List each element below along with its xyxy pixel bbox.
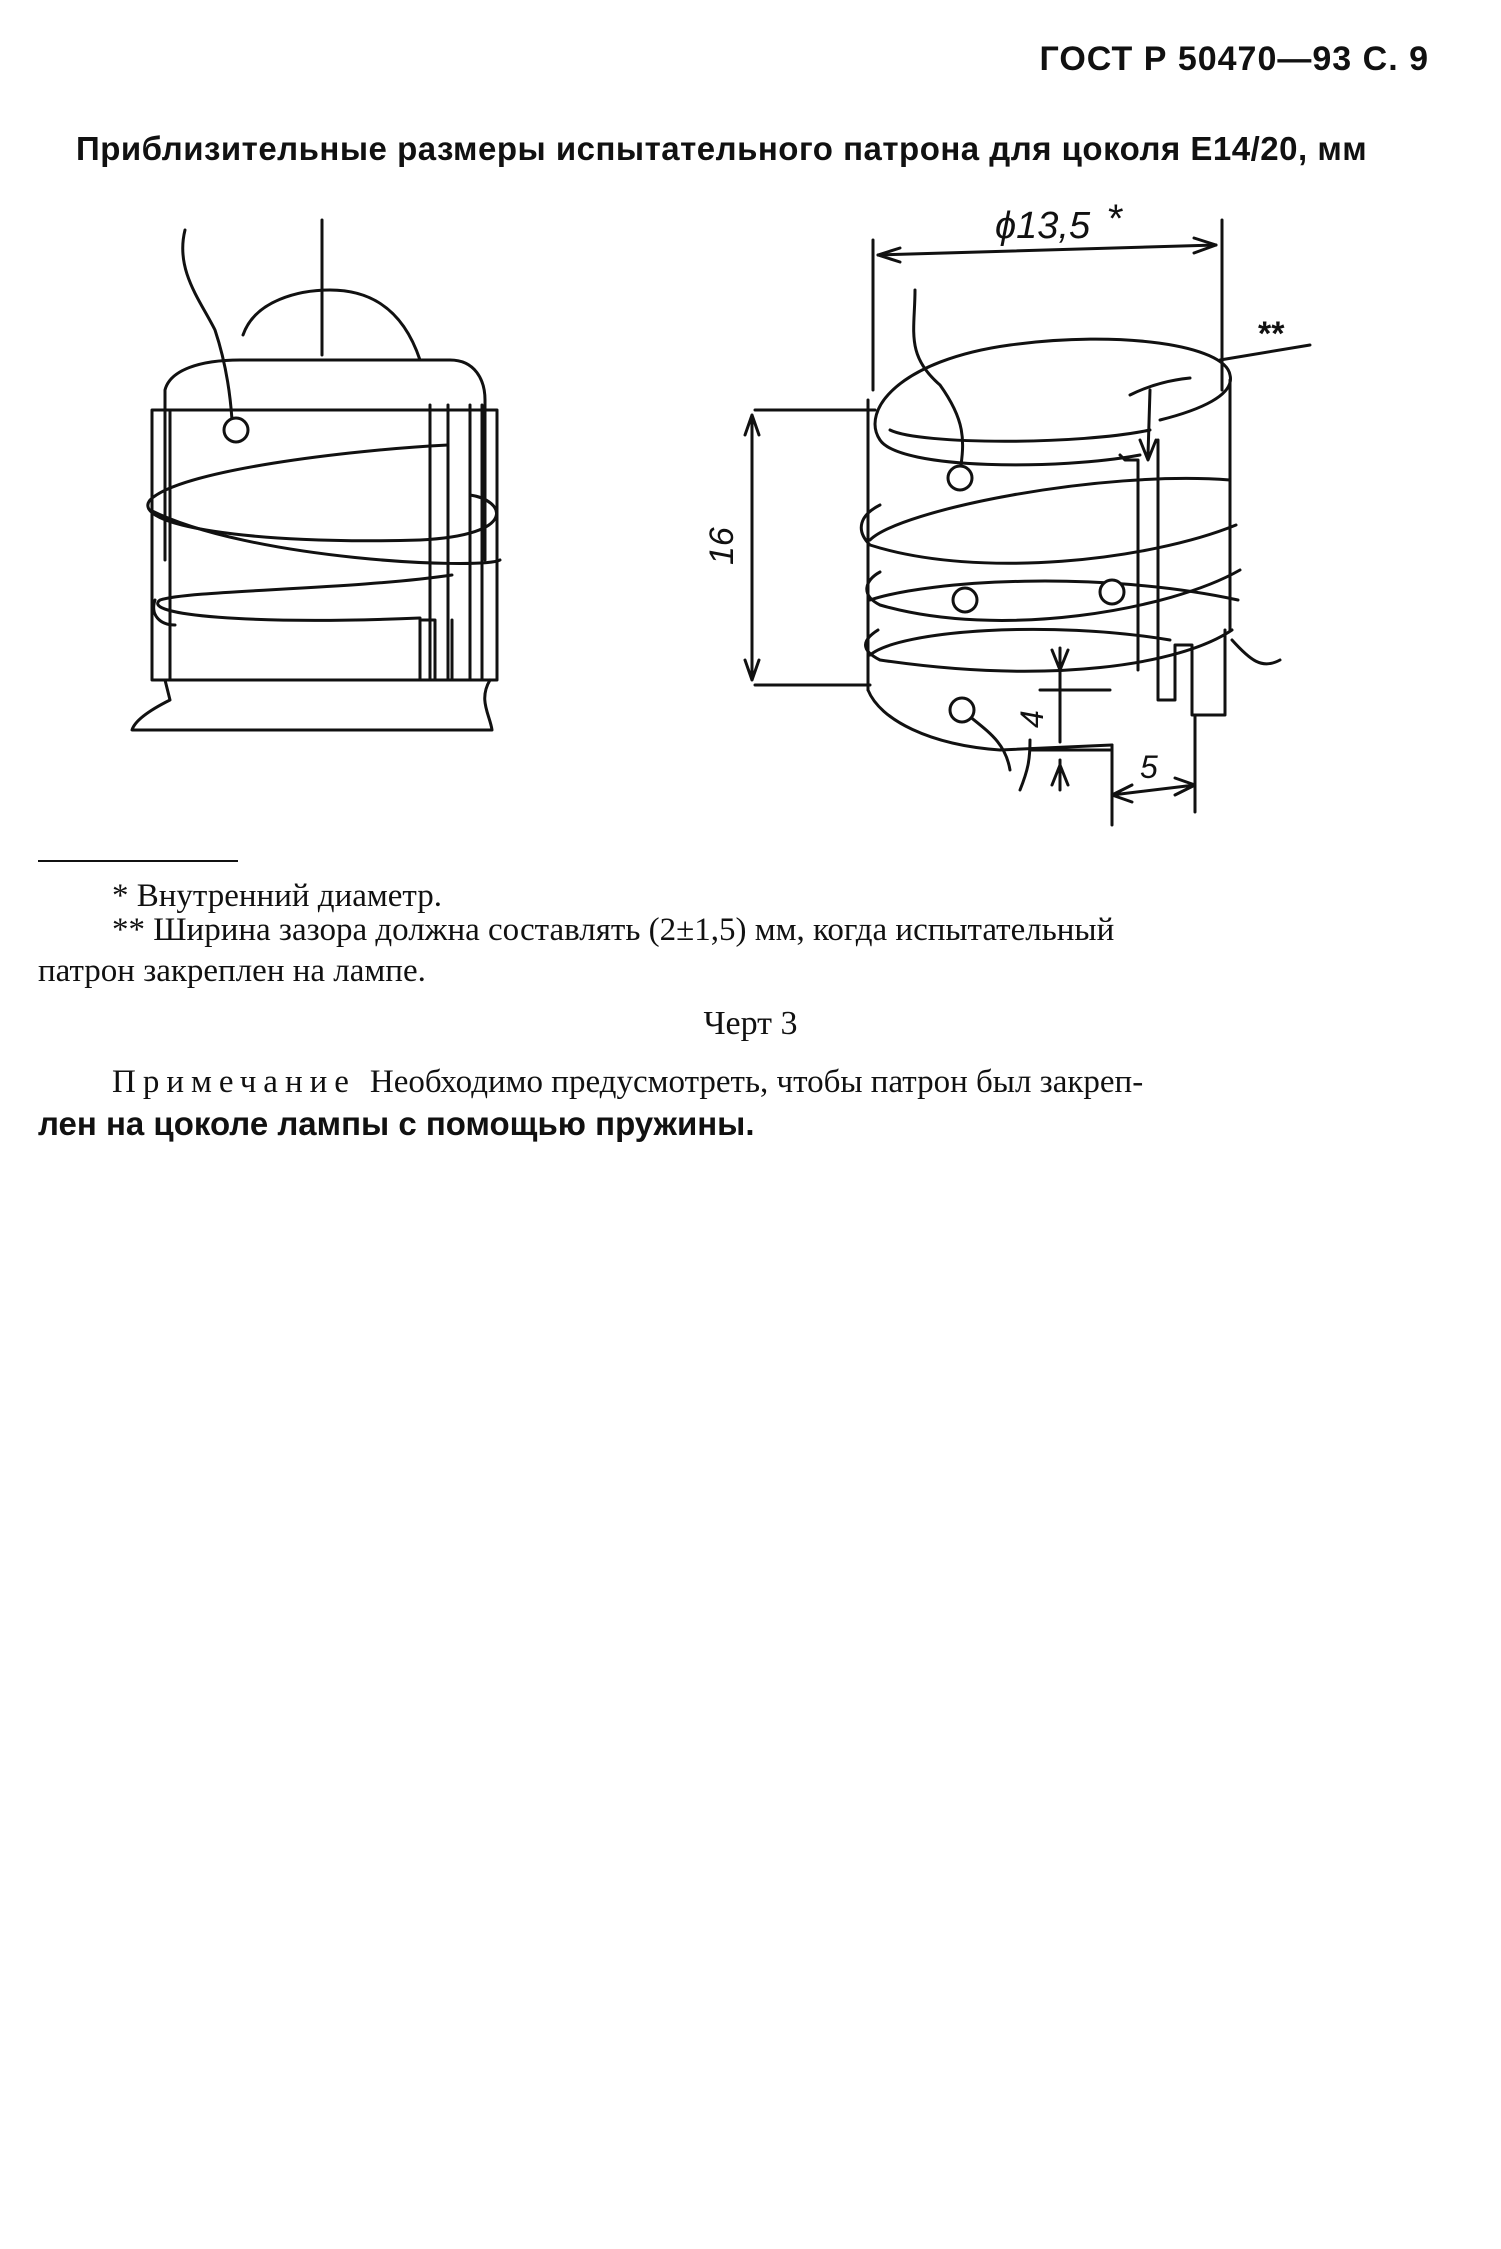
figure-caption: Черт 3: [703, 1005, 798, 1042]
technical-drawing: [0, 0, 1501, 860]
note-line-1: [112, 1064, 1143, 1101]
note-line-2: лен на цоколе лампы с помощью пружины.: [38, 1105, 755, 1142]
footnote-2: ** Ширина зазора должна составлять (2±1,5) мм, когда испытательный: [112, 912, 1115, 948]
dim-height-label: 16: [703, 527, 741, 565]
footnote-2-cont: патрон закреплен на лампе.: [38, 953, 426, 989]
test-holder-drawing: [703, 197, 1310, 825]
figure-title: Приблизительные размеры испытательного патрона для цоколя E14/20, мм: [76, 130, 1368, 167]
dim-small-label: 4: [1014, 710, 1050, 728]
dim-diameter-label: ϕ13,5: [995, 205, 1091, 247]
page-header: ГОСТ Р 50470—93 С. 9: [1039, 40, 1429, 78]
note-text-1: Необходимо предусмотреть, чтобы патрон был закреп-: [369, 1064, 1144, 1100]
footnote-1: * Внутренний диаметр.: [112, 878, 442, 914]
note-label: Примечание: [112, 1064, 356, 1100]
dim-diameter-mark: *: [1108, 197, 1124, 241]
dim-gap-mark: **: [1258, 315, 1285, 353]
dim-width-label: 5: [1140, 749, 1158, 785]
footnote-divider: [38, 860, 238, 862]
lamp-with-holder-drawing: [132, 220, 500, 730]
